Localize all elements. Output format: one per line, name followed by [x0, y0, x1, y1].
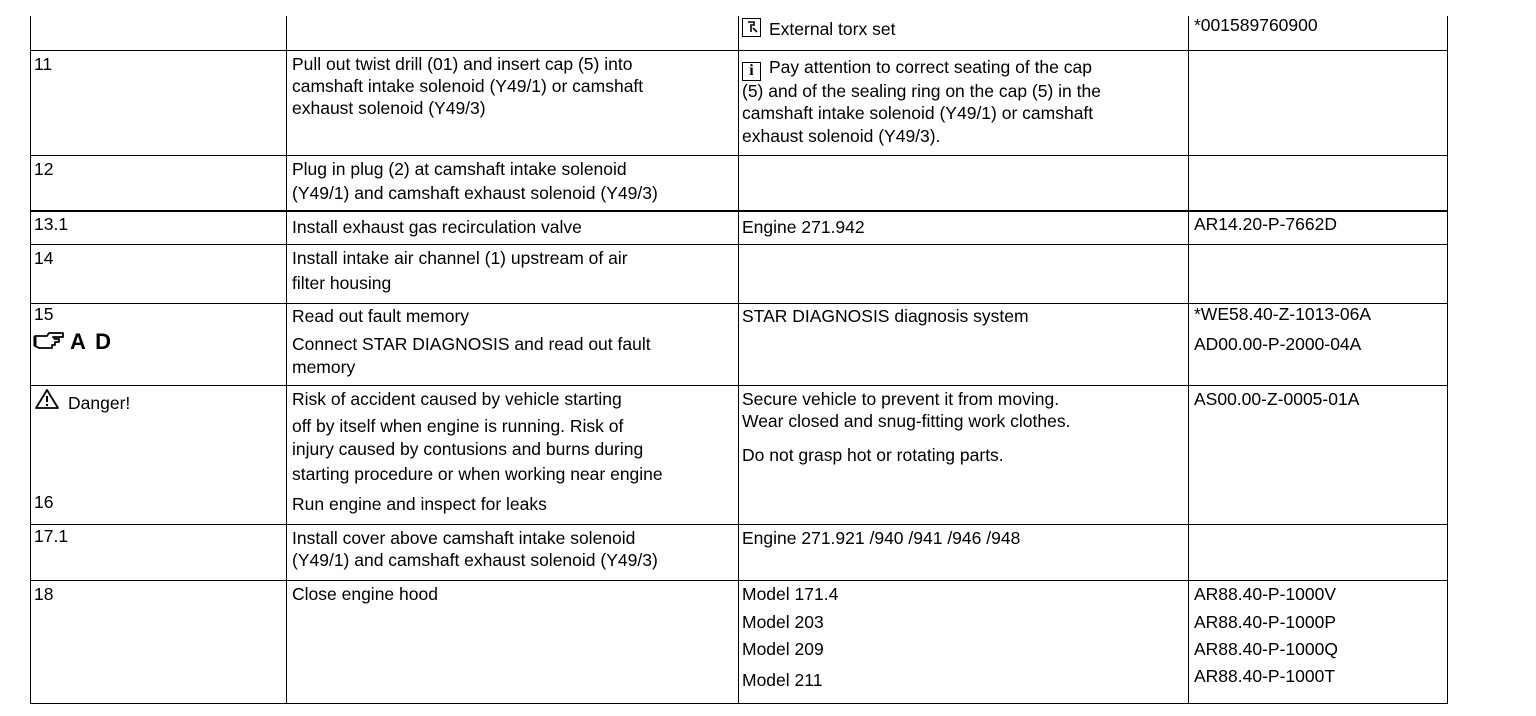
- ad-label: A D: [70, 329, 114, 354]
- task-line: Install intake air channel (1) upstream of air: [292, 248, 628, 268]
- table-border-bottom: [30, 703, 1448, 704]
- step-number: 16: [34, 492, 54, 512]
- task-line: Install cover above camshaft intake solenoid: [292, 528, 636, 548]
- row-divider: [30, 50, 1448, 51]
- note-line: exhaust solenoid (Y49/3).: [742, 126, 941, 146]
- note-line: camshaft intake solenoid (Y49/1) or camshaft: [742, 103, 1094, 123]
- note-line: Model 211: [742, 670, 823, 690]
- part-number: *001589760900: [1194, 15, 1318, 35]
- task-line: Install exhaust gas recirculation valve: [292, 217, 582, 237]
- task-line: Run engine and inspect for leaks: [292, 494, 547, 514]
- tool-icon: [742, 18, 761, 37]
- info-icon: i: [742, 62, 761, 81]
- task-line: (Y49/1) and camshaft exhaust solenoid (Y49/3): [292, 550, 658, 570]
- task-line: (Y49/1) and camshaft exhaust solenoid (Y49/3): [292, 183, 658, 203]
- note-line: Secure vehicle to prevent it from moving.: [742, 389, 1060, 409]
- task-line: Pull out twist drill (01) and insert cap (5) into: [292, 54, 633, 74]
- task-line: memory: [292, 357, 356, 377]
- reference-link[interactable]: AR14.20-P-7662D: [1194, 214, 1337, 234]
- table-border-right: [1447, 16, 1448, 704]
- warning-line: off by itself when engine is running. Risk of: [292, 416, 624, 436]
- reference-link[interactable]: AR88.40-P-1000T: [1194, 666, 1336, 686]
- task-line: Plug in plug (2) at camshaft intake solenoid: [292, 159, 627, 179]
- reference-link[interactable]: AR88.40-P-1000V: [1194, 584, 1337, 604]
- row-divider: [30, 244, 1448, 245]
- table-row: [742, 18, 895, 40]
- task-line: Read out fault memory: [292, 306, 470, 326]
- task-line: Connect STAR DIAGNOSIS and read out fault: [292, 334, 651, 354]
- row-divider: [30, 210, 1448, 212]
- step-number: 18: [34, 584, 54, 604]
- tool-note: External torx set: [769, 19, 896, 39]
- warning-line: Risk of accident caused by vehicle starting: [292, 389, 622, 409]
- step-number: 13.1: [34, 214, 69, 234]
- note-line: i Pay attention to correct seating of the cap: [742, 56, 1092, 81]
- note-line: Engine 271.921 /940 /941 /946 /948: [742, 528, 1021, 548]
- step-number: 12: [34, 159, 54, 179]
- note-line: (5) and of the sealing ring on the cap (5) in the: [742, 81, 1101, 101]
- note-line: Do not grasp hot or rotating parts.: [742, 445, 1004, 465]
- reference-link[interactable]: AR88.40-P-1000Q: [1194, 639, 1338, 659]
- row-divider: [30, 580, 1448, 581]
- note-line: Model 203: [742, 612, 824, 632]
- note-line: STAR DIAGNOSIS diagnosis system: [742, 306, 1029, 326]
- column-divider-3: [1188, 16, 1189, 704]
- pointing-hand-icon: [33, 330, 69, 354]
- reference-link[interactable]: AS00.00-Z-0005-01A: [1194, 389, 1360, 409]
- row-divider: [30, 385, 1448, 386]
- table-border-left: [30, 16, 31, 704]
- step-number: 14: [34, 248, 54, 268]
- note-line: Wear closed and snug-fitting work clothes.: [742, 411, 1071, 431]
- task-line: Close engine hood: [292, 584, 438, 604]
- column-divider-1: [286, 16, 287, 704]
- note-line: Model 209: [742, 639, 824, 659]
- note-line: Engine 271.942: [742, 217, 865, 237]
- reference-link[interactable]: AD00.00-P-2000-04A: [1194, 334, 1362, 354]
- step-number: 15: [34, 304, 54, 324]
- row-divider: [30, 524, 1448, 525]
- danger-label: Danger!: [68, 393, 131, 413]
- warning-triangle-icon: [34, 388, 60, 410]
- column-divider-2: [738, 16, 739, 704]
- reference-link[interactable]: AR88.40-P-1000P: [1194, 612, 1337, 632]
- step-number: 11: [34, 54, 53, 74]
- task-line: camshaft intake solenoid (Y49/1) or camshaft: [292, 76, 644, 96]
- task-line: exhaust solenoid (Y49/3): [292, 98, 486, 118]
- task-line: filter housing: [292, 273, 392, 293]
- reference-link[interactable]: *WE58.40-Z-1013-06A: [1194, 304, 1372, 324]
- step-number: 17.1: [34, 526, 69, 546]
- row-divider: [30, 155, 1448, 156]
- warning-line: starting procedure or when working near engine: [292, 464, 663, 484]
- warning-line: injury caused by contusions and burns during: [292, 439, 644, 459]
- note-line: Model 171.4: [742, 584, 839, 604]
